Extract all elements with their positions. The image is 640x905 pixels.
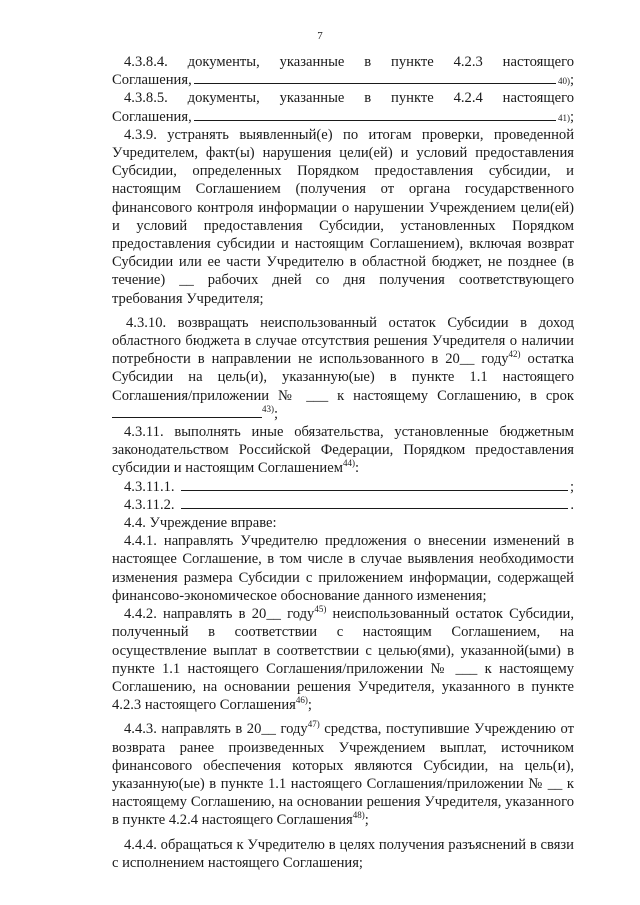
- clause-text: остатка Субсидии на цель(и), указанную(ые) в пункте 1.1 настоящего Соглашения/приложении № ___ к настоящему Соглашению, в срок: [112, 351, 575, 404]
- clause-4-4-2: 4.4.2. направлять в 20__ году$^{45)}$ неиспользованный остаток Субсидии, полученный в соответствии с настоящим Соглашением, на осуществление выплат в соответствии с целью(ями), указанной(ыми) в пункте 1.1 настоящего Соглашения/приложении № ___ к настоящему Соглашению, на основании решения Учредителя, указанного в пункте 4.2.3 настоящего Соглашения$^{46)}$;: [112, 604, 574, 714]
- clause-text: Соглашения,: [112, 108, 192, 125]
- clause-text: средства, поступившие Учреждению от возврата ранее произведенных Учреждением выплат, источником финансового обеспечения которых являются Субсидии, на цель(и), указанную(ые) в пункте 1.1 настоящего Соглашения/приложении № __ к настоящему Соглашению, на основании решения Учредителя, указанного в пункте 4.2.4 настоящего Соглашения: [112, 721, 574, 829]
- clause-text: 4.3.9. устранять выявленный(е) по итогам проверки, проведенной Учредителем, факт(ы) нарушения цели(ей) и условий предоставления Субсидии, определенных Порядком предоставления субсидии, и настоящим Соглашением (получения от органа государственного финансового контроля информации о нарушении Учреждением цели(ей) и условий предоставления Субсидии, установленных Порядком предоставления субсидии и настоящим Соглашением), включая возврат Субсидии или ее части Учредителю в областной бюджет, не позднее (в течение) __ рабочих дней со дня получения соответствующего требования Учредителя;: [112, 126, 574, 307]
- clause-4-4-4: [112, 836, 574, 872]
- clause-text: документы, указанные в пункте 4.2.3 настоящего: [187, 54, 574, 70]
- clause-text: 4.4.1. направлять Учредителю предложения о внесении изменений в настоящее Соглашение, в том числе в случае выявления необходимости изменения размера Субсидии с приложением информации, содержащей финансово-экономическое обоснование данного изменения;: [112, 533, 574, 604]
- fill-line: [112, 405, 262, 418]
- clause-4-3-8-5: 4.3.8.5. документы, указанные в пункте 4.2.4 настоящего Соглашения, 41) ;: [112, 90, 574, 125]
- footnote-ref: 45): [314, 604, 327, 615]
- clause-text: 4.4.4. обращаться к Учредителю в целях получения разъяснений в связи с исполнением настоящего Соглашения;: [112, 836, 574, 871]
- clause-4-3-11: 4.3.11. выполнять иные обязательства, установленные бюджетным законодательством Российской Федерации, Порядком предоставления субсидии и настоящим Соглашением$^{44)}$:: [112, 424, 574, 477]
- document-body: [112, 53, 575, 872]
- footnote-ref: 46): [295, 695, 308, 706]
- clause-4-3-11-1: 4.3.11.1. ;: [124, 478, 574, 495]
- fill-line: [181, 478, 568, 491]
- fill-line: [194, 108, 556, 121]
- clause-text: документы, указанные в пункте 4.2.4 настоящего: [187, 90, 574, 107]
- fill-line: [181, 496, 569, 509]
- clause-label: 4.3.8.4.: [124, 54, 168, 70]
- clause-label: 4.3.8.5.: [124, 90, 168, 107]
- clause-label: 4.3.11.2.: [124, 496, 175, 513]
- clause-text: 4.3.10. возвращать неиспользованный остаток Субсидии в доход областного бюджета в случае отсутствия решения Учредителя о наличии потребности в направлении не использованного в 20__ году: [112, 314, 574, 368]
- clause-label: 4.3.11.1.: [124, 478, 175, 495]
- fill-line: [194, 71, 556, 84]
- footnote-ref: 48): [352, 810, 365, 821]
- clause-text: 4.4.3. направлять в 20__ году: [124, 721, 308, 738]
- footnote-ref: 43): [262, 404, 274, 414]
- clause-text: неиспользованный остаток Субсидии, полученный в соответствии с настоящим Соглашением, на осуществление выплат в соответствии с целью(ями), указанной(ыми) в пункте 1.1 настоящего Соглашения/приложении № ___ к настоящему Соглашению, на основании решения Учредителя, указанного в пункте 4.2.3 настоящего Соглашения: [112, 606, 574, 714]
- page-number: 7: [317, 30, 323, 42]
- clause-4-3-10: 4.3.10. возвращать неиспользованный остаток Субсидии в доход областного бюджета в случае отсутствия решения Учредителя о наличии потребности в направлении не использованного в 20__ году$^{42)}$ остатка Субсидии на цель(и), указанную(ые) в пункте 1.1 настоящего Соглашения/приложении № ___ к настоящему Соглашению, в срок $^{43)}$;: [112, 314, 575, 422]
- clause-text: Соглашения,: [112, 72, 192, 89]
- clause-text: 4.3.11. выполнять иные обязательства, установленные бюджетным законодательством Российской Федерации, Порядком предоставления субсидии и настоящим Соглашением: [112, 424, 574, 477]
- footnote-ref: 42): [508, 349, 521, 360]
- clause-4-4-3: 4.4.3. направлять в 20__ году$^{47)}$ средства, поступившие Учреждению от возврата ранее произведенных Учреждением выплат, источником финансового обеспечения которых являются Субсидии, на цель(и), указанную(ые) в пункте 1.1 настоящего Соглашения/приложении № __ к настоящему Соглашению, на основании решения Учредителя, указанного в пункте 4.2.4 настоящего Соглашения$^{48)}$;: [112, 719, 574, 829]
- clause-4-3-8-4: 4.3.8.4. документы, указанные в пункте 4.2.3 настоящего Соглашения, 40) ;: [112, 54, 574, 89]
- clause-4-4-1: [112, 532, 574, 605]
- clause-text: 4.4.2. направлять в 20__ году: [124, 606, 315, 623]
- footnote-ref: 44): [342, 458, 355, 469]
- clause-4-3-11-2: 4.3.11.2. .: [124, 496, 574, 513]
- clause-4-3-9: [112, 126, 574, 308]
- footnote-ref: 47): [307, 719, 320, 730]
- section-4-4-heading: 4.4. Учреждение вправе:: [124, 515, 277, 532]
